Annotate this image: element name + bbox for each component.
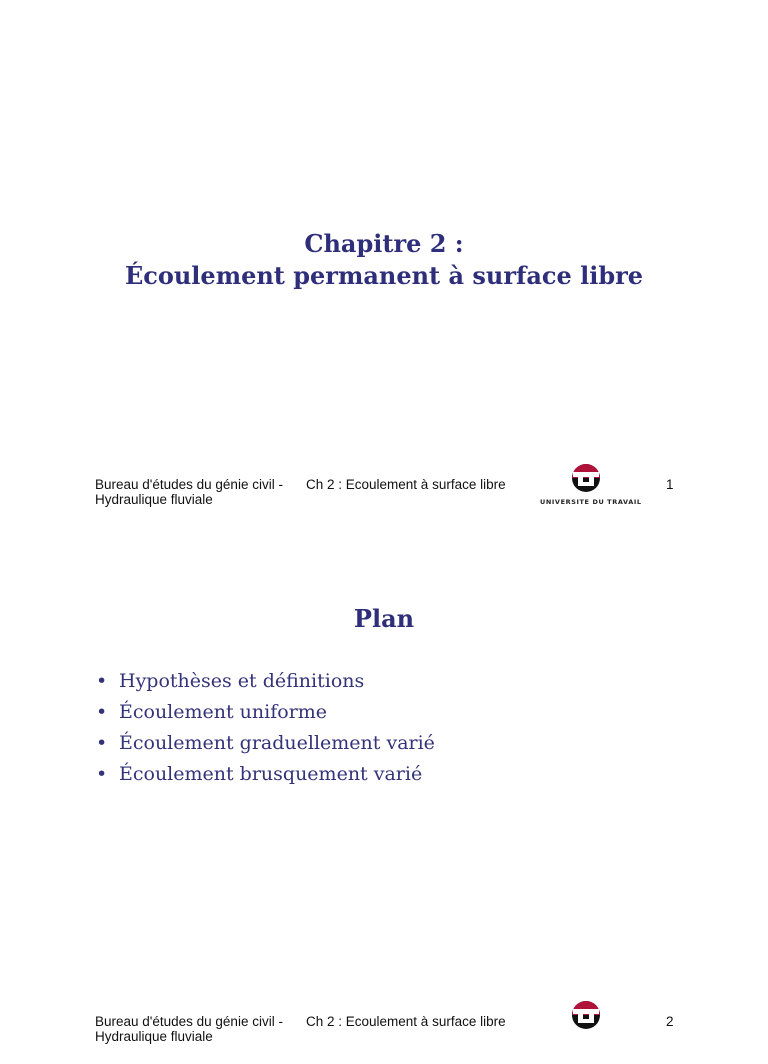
list-item — [96, 666, 435, 697]
footer-course-line2: Hydraulique fluviale — [95, 492, 213, 507]
footer-course — [95, 477, 283, 507]
bullet-icon: • — [96, 670, 108, 692]
slide-footer — [0, 1014, 768, 1064]
list-item — [96, 759, 435, 790]
university-logo-icon — [540, 1000, 632, 1036]
slide-footer — [0, 477, 768, 527]
footer-course — [95, 1014, 283, 1044]
footer-course-line2: Hydraulique fluviale — [95, 1029, 213, 1044]
footer-course-line1: Bureau d'études du génie civil - — [95, 477, 283, 492]
list-item — [96, 728, 435, 759]
page-number: 2 — [666, 1014, 674, 1029]
university-logo — [540, 463, 642, 519]
footer-course-line1: Bureau d'études du génie civil - — [95, 1014, 283, 1029]
list-item-label: Écoulement brusquement varié — [119, 763, 423, 785]
chapter-subtitle: Écoulement permanent à surface libre — [124, 261, 644, 290]
list-item-label: Écoulement graduellement varié — [119, 732, 435, 754]
plan-list — [96, 666, 435, 790]
bullet-icon: • — [96, 732, 108, 754]
list-item-label: Hypothèses et définitions — [119, 670, 365, 692]
university-logo-icon — [540, 463, 632, 499]
chapter-title — [0, 228, 768, 292]
slide-1 — [0, 0, 768, 530]
chapter-number: Chapitre 2 : — [304, 229, 464, 258]
bullet-icon: • — [96, 763, 108, 785]
university-logo-text: UNIVERSITE DU TRAVAIL — [540, 498, 642, 506]
list-item — [96, 697, 435, 728]
page-number: 1 — [666, 477, 674, 492]
list-item-label: Écoulement uniforme — [119, 701, 328, 723]
bullet-icon: • — [96, 701, 108, 723]
footer-chapter: Ch 2 : Ecoulement à surface libre — [306, 477, 506, 492]
university-logo — [540, 1000, 632, 1056]
slide-2 — [0, 530, 768, 1044]
footer-chapter: Ch 2 : Ecoulement à surface libre — [306, 1014, 506, 1029]
plan-title: Plan — [353, 604, 415, 633]
